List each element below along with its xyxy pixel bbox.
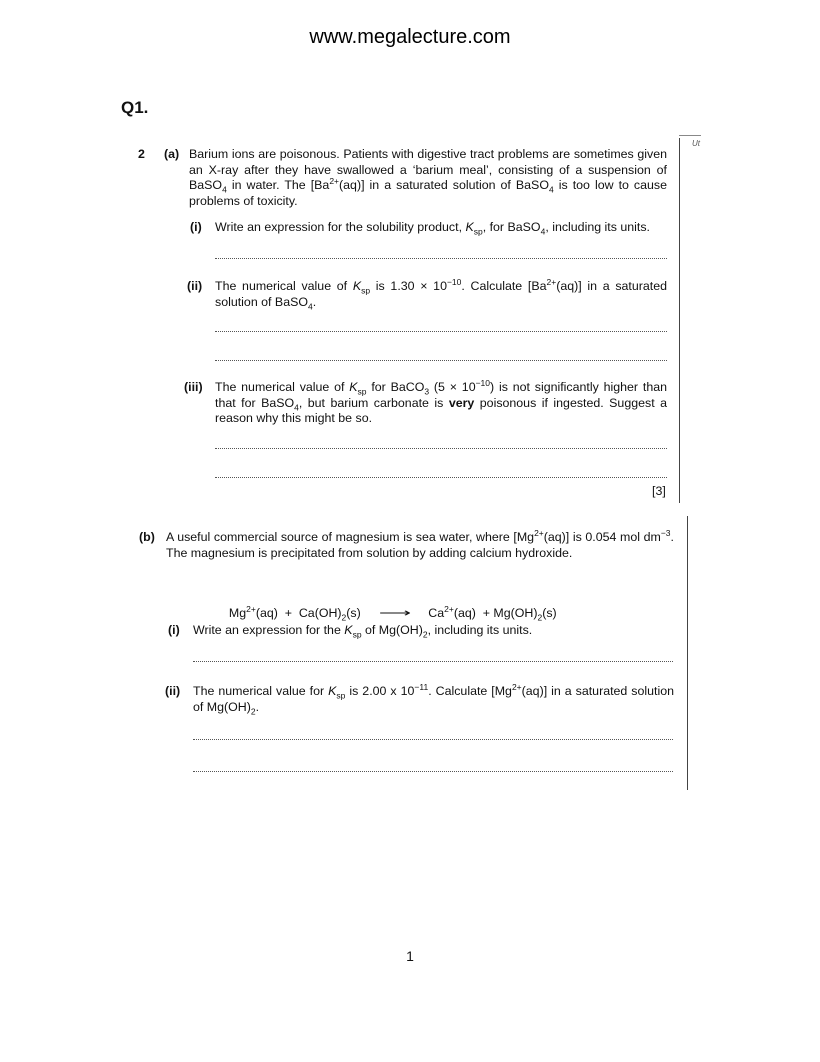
part-a-ii-label: (ii) [187,279,203,293]
answer-line-a-ii-1[interactable] [215,331,667,332]
answer-line-a-ii-2[interactable] [215,360,667,361]
answer-line-a-i[interactable] [215,258,667,259]
q2-number: 2 [138,147,145,161]
reaction-arrow: ⟶ [378,606,411,620]
answer-line-a-iii-2[interactable] [215,477,667,478]
part-b-ii-label: (ii) [165,684,181,698]
margin-tag: Ut [692,139,700,148]
part-b-label: (b) [139,530,155,544]
answer-line-b-ii-2[interactable] [193,771,673,772]
part-b-ii-text: The numerical value for $K_{sp}$ is 2.00 x $10^{-11}$. Calculate $[Mg^{2+}(aq)]$ in a saturated solution of $Mg(OH)_2$. [193,681,675,716]
site-url[interactable]: www.megalecture.com [309,26,511,48]
margin-rule-top [679,135,701,136]
answer-line-b-ii-1[interactable] [193,739,673,740]
part-b-i-text: Write an expression for the $K_{sp}$ of $Mg(OH)_2$, including its units. [193,623,533,640]
part-a-label: (a) [164,147,180,161]
part-b-i-label: (i) [168,623,180,637]
question-label: Q1. [121,98,149,117]
page-number: 1 [406,948,414,964]
precipitation-equation: $Mg^{2+}(aq) + Ca(OH)_2(s)$ ⟶ $Ca^{2+}(aq) + Mg(OH)_2(s)$ [228,603,557,623]
answer-line-a-iii-1[interactable] [215,448,667,449]
answer-line-b-i[interactable] [193,661,673,662]
marks-a: [3] [652,484,666,498]
part-a-ii-text: The numerical value of $K_{sp}$ is $1.30 \times 10^{-10}$. Calculate $[Ba^{2+}(aq)]$ in a saturated solution of BaSO$_4$. [215,276,667,311]
margin-line-b [687,516,688,790]
part-a-iii-label: (iii) [184,380,203,394]
part-a-i-text: Write an expression for the solubility product, $K_{sp}$, for BaSO$_4$, including its units. [215,220,650,237]
part-a-i-label: (i) [190,220,202,234]
part-b-intro: A useful commercial source of magnesium is sea water, where $[Mg^{2+}(aq)]$ is 0.054 mol $dm^{-3}$. The magnesium is precipitated from solution by adding calcium hydroxide. [166,527,674,560]
part-a-iii-text: The numerical value of $K_{sp}$ for BaCO$_3$ $(5 \times 10^{-10})$ is not significantly higher than that for BaSO$_4$, but barium carbonate is very poisonous if ingested. Suggest a reason why this might be so. [215,377,667,425]
margin-line-a [679,138,680,503]
part-a-intro: Barium ions are poisonous. Patients with digestive tract problems are sometimes given an X-ray after they have swallowed a ‘barium meal’, consisting of a suspension of BaSO$_4$ in water. The $[Ba^{2+}(aq)]$ in a saturated solution of BaSO$_4$ is too low to cause problems of toxicity. [189,147,667,208]
